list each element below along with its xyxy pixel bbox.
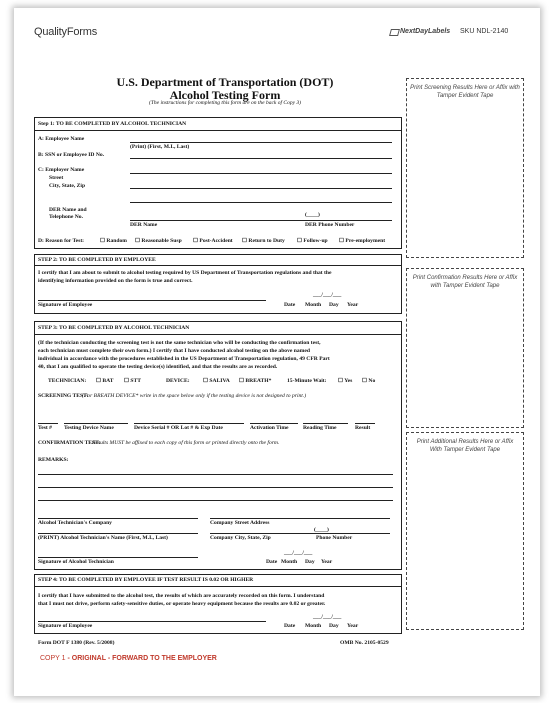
form-instructions-note: (The instructions for completing this form are on the back of Copy 3) — [149, 100, 301, 106]
employer-name-field[interactable] — [130, 173, 392, 174]
technician-signature-label: Signature of Alcohol Technician — [38, 559, 114, 565]
reason-pre-employment[interactable]: ☐ Pre-employment — [339, 238, 386, 244]
confirmation-results-label: Print Confirmation Results Here or Affix with Tamper Evident Tape — [412, 275, 518, 289]
form-title: U.S. Department of Transportation (DOT) — [116, 75, 334, 89]
step4-signature-field[interactable] — [38, 621, 266, 622]
reason-label: D: Reason for Test: — [38, 238, 85, 244]
reason-post-accident[interactable]: ☐ Post-Accident — [193, 238, 233, 244]
der-tel-label: Telephone No. — [49, 214, 83, 220]
wait-label: 15-Minute Wait: — [287, 378, 327, 384]
date-label: Date — [284, 302, 296, 308]
year-label: Year — [347, 302, 359, 308]
additional-results-label: Print Additional Results Here or Affix With Tamper Evident Tape — [416, 439, 514, 453]
employee-name-label: A: Employee Name — [38, 136, 85, 142]
step4-month-label: Month — [305, 623, 322, 629]
step3-date-label: Date — [266, 559, 278, 565]
confirmation-results-box[interactable] — [406, 268, 524, 428]
step3-para-4: 40, that I am qualified to operate the testing device(s) identified, and that the results are as recorded. — [38, 364, 278, 370]
der-phone-caption: DER Phone Number — [305, 222, 355, 228]
col-result: Result — [355, 425, 371, 431]
step3-date-slashes[interactable]: ___/___/___ — [284, 550, 313, 556]
nextday-logo: NextDayLabels — [400, 28, 451, 35]
employee-signature-label: Signature of Employee — [38, 302, 93, 308]
der-name-field[interactable] — [130, 220, 392, 221]
step3-para-2: each technician must complete their own form.) I certify that I have conducted alcohol testing on the above named — [38, 348, 310, 354]
der-name-label: DER Name and — [49, 207, 87, 213]
copy-label: COPY 1 - ORIGINAL - FORWARD TO THE EMPLOYER — [40, 655, 217, 662]
step3-para-3: individual in accordance with the procedures established in the US Department of Transportation regulation, 49 CFR Part — [38, 356, 330, 362]
step3-day-label: Day — [305, 559, 315, 565]
step4-text-1: I certify that I have submitted to the alcohol test, the results of which are accurately recorded on this form. I understand — [38, 593, 325, 599]
reason-random[interactable]: ☐ Random — [100, 238, 127, 244]
technician-company-label: Alcohol Technician's Company — [38, 520, 112, 526]
step4-year-label: Year — [347, 623, 359, 629]
remarks-line-1[interactable] — [38, 474, 393, 475]
street-label: Street — [49, 175, 64, 181]
col-activation: Activation Time — [250, 425, 289, 431]
remarks-line-2[interactable] — [38, 487, 393, 488]
device-label: DEVICE: — [166, 378, 190, 384]
remarks-label: REMARKS: — [38, 457, 69, 463]
month-label: Month — [305, 302, 322, 308]
step4-date-label: Date — [284, 623, 296, 629]
step4-date-slashes[interactable]: ___/___/___ — [313, 614, 342, 620]
employer-city-field[interactable] — [130, 202, 392, 203]
company-city-label: Company City, State, Zip — [210, 535, 271, 541]
step4-day-label: Day — [329, 623, 339, 629]
phone-number-label: Phone Number — [316, 535, 353, 541]
col-test-number: Test # — [38, 425, 52, 431]
form-subtitle: Alcohol Testing Form — [169, 88, 281, 102]
technician-bat[interactable]: ☐ BAT — [96, 378, 114, 384]
form-number: Form DOT F 1380 (Rev. 5/2008) — [38, 640, 115, 646]
technician-signature-field[interactable] — [38, 557, 198, 558]
reason-follow-up[interactable]: ☐ Follow-up — [297, 238, 328, 244]
employee-name-hint: (Print) (First, M.I., Last) — [130, 144, 190, 150]
der-paren: (____) — [305, 212, 320, 218]
employee-name-field[interactable] — [130, 142, 392, 143]
confirmation-test-note: Results MUST be affixed to each copy of this form or printed directly onto the form. — [92, 440, 280, 446]
technician-name-label: (PRINT) Alcohol Technician's Name (First, M.I., Last) — [38, 535, 168, 541]
screening-results-box[interactable] — [406, 78, 524, 258]
step4-text-2: that I must not drive, perform safety-sensitive duties, or operate heavy equipment because the results are 0.02 or greater. — [38, 601, 326, 607]
step3-para-1: (If the technician conducting the screening test is not the same technician who will be conducting the confirmation test, — [38, 340, 321, 346]
sku-label: SKU NDL-2140 — [460, 28, 509, 35]
city-label: City, State, Zip — [49, 183, 86, 189]
nextday-logo-icon — [389, 29, 400, 36]
device-saliva[interactable]: ☐ SALIVA — [203, 378, 230, 384]
additional-results-box[interactable] — [406, 432, 524, 630]
day-label: Day — [329, 302, 339, 308]
col-serial: Device Serial # OR Lot # & Exp Date — [134, 425, 223, 431]
step3-month-label: Month — [281, 559, 298, 565]
step2-heading: STEP 2: TO BE COMPLETED BY EMPLOYEE — [38, 257, 156, 263]
remarks-line-3[interactable] — [38, 500, 393, 501]
technician-label: TECHNICIAN: — [48, 378, 87, 384]
reason-reasonable-susp[interactable]: ☐ Reasonable Susp — [135, 238, 182, 244]
der-name-caption: DER Name — [130, 222, 158, 228]
reason-return-to-duty[interactable]: ☐ Return to Duty — [242, 238, 285, 244]
employee-signature-field[interactable] — [38, 300, 266, 301]
step3-heading: STEP 3: TO BE COMPLETED BY ALCOHOL TECHNICIAN — [38, 325, 190, 331]
phone-paren: (____) — [314, 527, 329, 533]
step3-year-label: Year — [321, 559, 333, 565]
step2-text-2: identifying information provided on the form is true and correct. — [38, 278, 193, 284]
step2-text-1: I certify that I am about to submit to alcohol testing required by US Department of Transportation regulations and that the — [38, 270, 332, 276]
screening-results-label: Print Screening Results Here or Affix with Tamper Evident Tape — [410, 85, 520, 99]
step4-heading: STEP 4: TO BE COMPLETED BY EMPLOYEE IF TEST RESULT IS 0.02 OR HIGHER — [38, 577, 254, 583]
screening-test-note: (For BREATH DEVICE* write in the space below only if the testing device is not designed to print.) — [82, 393, 307, 399]
omb-number: OMB No. 2105-0529 — [340, 640, 389, 646]
screening-test-label: SCREENING TEST: — [38, 393, 89, 399]
ssn-field[interactable] — [130, 158, 392, 159]
company-street-label: Company Street Address — [210, 520, 270, 526]
step2-date-slashes[interactable]: ___/___/___ — [313, 292, 342, 298]
confirmation-test-label: CONFIRMATION TEST: — [38, 440, 101, 446]
qualityforms-logo: QualityForms — [34, 26, 97, 38]
wait-no[interactable]: ☐ No — [362, 378, 376, 384]
wait-yes[interactable]: ☐ Yes — [338, 378, 353, 384]
step1-section — [34, 117, 402, 249]
step1-heading: Step 1: TO BE COMPLETED BY ALCOHOL TECHNICIAN — [38, 121, 187, 127]
technician-stt[interactable]: ☐ STT — [124, 378, 141, 384]
employer-name-label: C: Employer Name — [38, 167, 85, 173]
step4-signature-label: Signature of Employee — [38, 623, 93, 629]
device-breath[interactable]: ☐ BREATH* — [239, 378, 272, 384]
ssn-label: B: SSN or Employee ID No. — [38, 152, 105, 158]
employer-street-field[interactable] — [130, 188, 392, 189]
col-reading: Reading Time — [303, 425, 337, 431]
col-device-name: Testing Device Name — [64, 425, 114, 431]
